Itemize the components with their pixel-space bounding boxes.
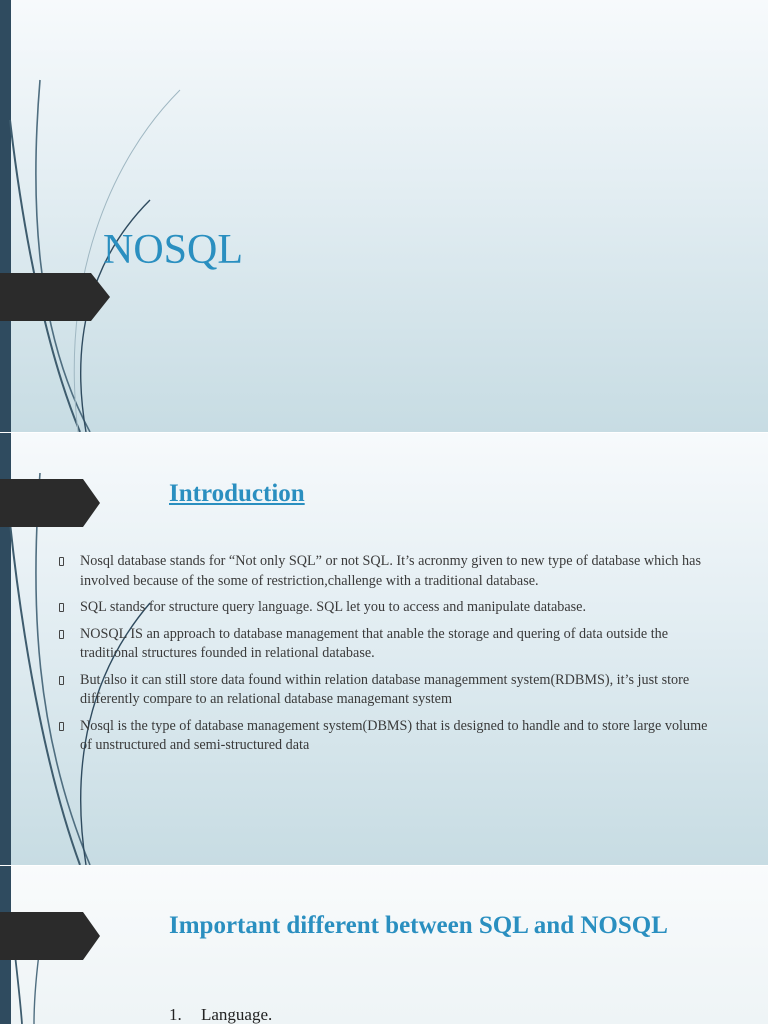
title-tab-marker	[0, 273, 110, 321]
heading-tab-marker	[0, 479, 100, 527]
introduction-bullet-list	[58, 552, 718, 763]
bullet-icon	[59, 722, 64, 731]
decorative-curves	[0, 0, 220, 432]
list-item: Nosql is the type of database management system(DBMS) that is designed to handle and to store large volume of unstructured and semi-structured data	[58, 717, 718, 756]
list-item: But also it can still store data found within relation database managemment system(RDBMS), it’s just store differently compare to an relational database managemant system	[58, 671, 718, 710]
slide-introduction	[0, 433, 768, 865]
differences-heading: Important different between SQL and NOSQL	[169, 912, 668, 939]
list-item: Nosql database stands for “Not only SQL” or not SQL. It’s acronmy given to new type of database which has involved because of the some of restriction,challenge with a traditional database.	[58, 552, 718, 591]
bullet-icon	[59, 676, 64, 685]
slide-differences	[0, 866, 768, 1024]
list-item: NOSQL IS an approach to database management that anable the storage and quering of data outside the traditional structures founded in relational database.	[58, 625, 718, 664]
heading-tab-marker	[0, 912, 100, 960]
bullet-icon	[59, 630, 64, 639]
list-item: SQL stands for structure query language. SQL let you to access and manipulate database.	[58, 598, 718, 618]
slide-title	[0, 0, 768, 432]
introduction-heading[interactable]: Introduction	[169, 480, 305, 507]
bullet-icon	[59, 603, 64, 612]
list-number: 1.	[169, 1005, 182, 1024]
slide-title-text: NOSQL	[103, 227, 244, 273]
numbered-list	[169, 1005, 272, 1024]
list-item-text: Language.	[201, 1005, 273, 1024]
bullet-icon	[59, 557, 64, 566]
